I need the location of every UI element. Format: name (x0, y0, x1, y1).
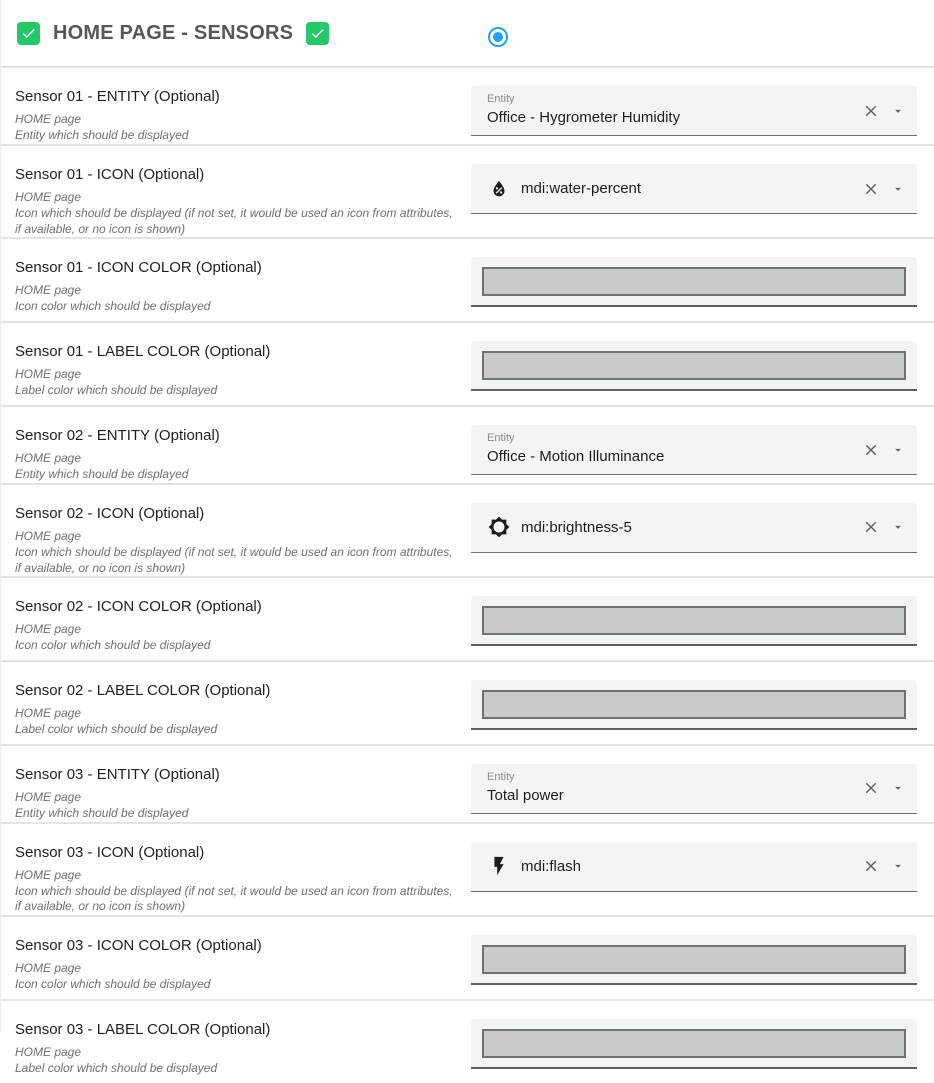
setting-title: Sensor 02 - ENTITY (Optional) (15, 427, 220, 445)
setting-page-label: HOME page (15, 960, 82, 975)
setting-description: Label color which should be displayed (15, 722, 218, 737)
setting-page-label: HOME page (15, 451, 82, 466)
clear-x-icon (862, 518, 880, 536)
setting-description: Icon color which should be displayed (15, 299, 211, 314)
color-swatch[interactable] (482, 606, 906, 635)
setting-page-label: HOME page (15, 867, 82, 882)
settings-row (1, 321, 934, 405)
setting-description: Icon which should be displayed (if not set, it would be used an icon from attributes, if available, or no icon is shown) (15, 883, 453, 914)
setting-description: Icon which should be displayed (if not set, it would be used an icon from attributes, if available, or no icon is shown) (15, 545, 453, 575)
water-percent-icon (488, 178, 510, 200)
setting-description: Icon which should be displayed (if not set, it would be used an icon from attributes, if available, or no icon is shown) (15, 206, 453, 236)
dropdown-caret-icon (891, 520, 905, 534)
color-input-field[interactable] (471, 596, 917, 646)
color-swatch[interactable] (482, 945, 906, 974)
setting-title: Sensor 03 - LABEL COLOR (Optional) (15, 1020, 271, 1038)
setting-title: Sensor 03 - ENTITY (Optional) (15, 765, 220, 783)
setting-title: Sensor 01 - LABEL COLOR (Optional) (15, 343, 271, 361)
settings-row (1, 999, 934, 1083)
clear-button[interactable] (861, 517, 881, 537)
setting-description: Icon color which should be displayed (15, 638, 211, 653)
dropdown-button[interactable] (891, 443, 905, 457)
entity-select-field[interactable] (471, 764, 917, 814)
color-swatch[interactable] (482, 690, 906, 719)
setting-title: Sensor 01 - ICON COLOR (Optional) (15, 259, 262, 277)
setting-page-label: HOME page (15, 621, 82, 636)
clear-button[interactable] (861, 179, 881, 199)
setting-title: Sensor 03 - ICON (Optional) (15, 843, 205, 861)
setting-page-label: HOME page (15, 190, 82, 204)
dropdown-button[interactable] (891, 859, 905, 873)
setting-page-label: HOME page (15, 112, 82, 126)
clear-x-icon (862, 779, 880, 797)
settings-row (1, 237, 934, 321)
setting-title: Sensor 02 - LABEL COLOR (Optional) (15, 681, 271, 699)
setting-title: Sensor 02 - ICON (Optional) (15, 504, 205, 522)
color-swatch[interactable] (482, 267, 906, 296)
settings-row (1, 68, 934, 144)
settings-row (1, 744, 934, 822)
dropdown-button[interactable] (891, 781, 905, 795)
setting-page-label: HOME page (15, 705, 82, 720)
setting-description: Label color which should be displayed (15, 1061, 218, 1076)
check-icon (309, 25, 326, 42)
clear-x-icon (862, 102, 880, 120)
icon-value: mdi:brightness-5 (521, 518, 632, 536)
color-input-field[interactable] (471, 257, 917, 307)
entity-value: Total power (487, 786, 564, 804)
field-label: Entity (487, 93, 515, 105)
entity-value: Office - Motion Illuminance (487, 448, 665, 466)
icon-value: mdi:water-percent (521, 180, 642, 197)
setting-description: Entity which should be displayed (15, 128, 189, 143)
dropdown-button[interactable] (891, 520, 905, 534)
dropdown-caret-icon (891, 781, 905, 795)
setting-title: Sensor 02 - ICON COLOR (Optional) (15, 597, 262, 615)
dropdown-caret-icon (891, 104, 905, 118)
clear-x-icon (862, 180, 880, 198)
setting-description: Label color which should be displayed (15, 383, 218, 398)
entity-select-field[interactable] (471, 86, 917, 136)
dropdown-caret-icon (891, 182, 905, 196)
color-swatch[interactable] (482, 1029, 906, 1058)
radio-button-selected[interactable] (488, 27, 508, 47)
dropdown-caret-icon (891, 443, 905, 457)
dropdown-caret-icon (891, 859, 905, 873)
dropdown-button[interactable] (891, 104, 905, 118)
icon-select-field[interactable] (471, 503, 917, 553)
header-checkbox-left[interactable] (17, 22, 40, 45)
radio-dot-icon (493, 32, 503, 42)
clear-button[interactable] (861, 856, 881, 876)
settings-row (1, 144, 934, 237)
color-swatch[interactable] (482, 351, 906, 380)
settings-rows (1, 68, 934, 1083)
setting-description: Entity which should be displayed (15, 806, 189, 821)
color-input-field[interactable] (471, 935, 917, 985)
field-label: Entity (487, 432, 515, 445)
clear-button[interactable] (861, 778, 881, 798)
color-input-field[interactable] (471, 1019, 917, 1069)
icon-value: mdi:flash (521, 857, 582, 875)
entity-value: Office - Hygrometer Humidity (487, 109, 681, 126)
settings-row (1, 915, 934, 999)
setting-page-label: HOME page (15, 528, 82, 543)
check-icon (20, 25, 37, 42)
brightness-5-icon (488, 516, 510, 538)
clear-button[interactable] (861, 440, 881, 460)
clear-button[interactable] (861, 101, 881, 121)
color-input-field[interactable] (471, 680, 917, 730)
settings-row (1, 483, 934, 576)
setting-description: Icon color which should be displayed (15, 977, 211, 992)
page-title: HOME PAGE - SENSORS (53, 21, 294, 44)
color-input-field[interactable] (471, 341, 917, 391)
setting-page-label: HOME page (15, 367, 82, 382)
clear-x-icon (862, 857, 880, 875)
settings-row (1, 660, 934, 744)
icon-select-field[interactable] (471, 842, 917, 892)
page-header (1, 0, 934, 68)
setting-page-label: HOME page (15, 1044, 82, 1059)
setting-title: Sensor 03 - ICON COLOR (Optional) (15, 936, 262, 954)
field-label: Entity (487, 770, 515, 783)
settings-row (1, 576, 934, 660)
clear-x-icon (862, 441, 880, 459)
setting-description: Entity which should be displayed (15, 467, 189, 482)
setting-title: Sensor 01 - ICON (Optional) (15, 166, 205, 183)
setting-page-label: HOME page (15, 283, 82, 298)
header-checkbox-right[interactable] (306, 22, 329, 45)
flash-icon (488, 855, 510, 877)
entity-select-field[interactable] (471, 425, 917, 475)
settings-row (1, 405, 934, 483)
setting-page-label: HOME page (15, 789, 82, 804)
icon-select-field[interactable] (471, 164, 917, 214)
dropdown-button[interactable] (891, 182, 905, 196)
settings-row (1, 822, 934, 915)
setting-title: Sensor 01 - ENTITY (Optional) (15, 88, 220, 105)
